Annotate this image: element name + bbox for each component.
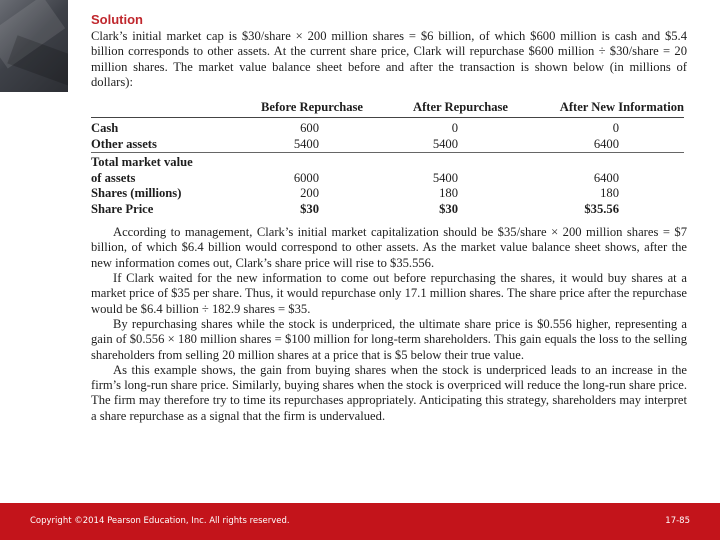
table-cell: 6400 [593,170,619,185]
table-cell: 0 [451,121,458,136]
row-label: Shares (millions) [91,186,182,201]
row-label: Other assets [91,137,231,153]
table-cell: $30 [300,201,319,216]
table-row [91,137,684,153]
row-label-line: of assets [91,170,136,185]
graphic-facet [7,35,68,91]
table-cell: 6400 [508,137,684,153]
body-paragraph: By repurchasing shares while the stock is underpriced, the ultimate share price is $0.556 higher, representing a gain of $0.556 × 180 million shares = $100 million for long-term shareholders. This gain equals the loss to the selling shareholders from selling 20 million shares at a price that is $5 below their true value. [91,316,687,362]
row-label [91,153,231,187]
table-cell: $35.56 [584,201,619,216]
table-cell: 180 [439,186,458,201]
table-cell: $30 [439,201,458,216]
body-paragraph: According to management, Clark’s initial market capitalization should be $35/share × 200 million shares = $7 billion, of which $6.4 billion would correspond to other assets. As the market value balance sheet shows, after the new information comes out, Clark’s share price will rise to $35.556. [91,225,687,270]
table-header-cell: After New Information [508,100,684,118]
table-cell: 200 [300,186,319,201]
table-header-cell [91,100,231,118]
copyright-notice: Copyright ©2014 Pearson Education, Inc. All rights reserved. [30,516,290,526]
table-header-cell: Before Repurchase [231,100,363,118]
row-label: Cash [91,121,119,136]
slide-content [91,12,687,424]
body-paragraph: As this example shows, the gain from buying shares when the stock is underpriced leads to an increase in the firm’s long-run share price. Similarly, buying shares when the stock is overpriced will reduce the long-run share price. The firm may therefore try to time its repurchases appropriately. Anticipating this strategy, shareholders may interpret a share repurchase as a signal that the firm is undervalued. [91,362,687,423]
table-cell: 5400 [363,137,508,153]
table-row [91,153,684,187]
intro-paragraph: Clark’s initial market cap is $30/share × 200 million shares = $6 billion, of which $600 million is cash and $5.4 billion corresponds to other assets. At the current share price, Clark will repurchase $600 million ÷ $30/share = 20 million shares. The market value balance sheet before and after the transaction is shown below (in millions of dollars): [91,29,687,89]
decorative-corner-graphic [0,0,68,92]
row-label-line: Total market value [91,155,193,170]
table-cell: 180 [600,186,619,201]
table-row [91,186,684,202]
table-row [91,202,684,218]
table-header-cell: After Repurchase [363,100,508,118]
table-cell: 5400 [231,137,363,153]
solution-heading: Solution [91,12,143,27]
table-cell: 6000 [293,170,319,185]
footer-bar [0,503,720,540]
table-cell: 600 [300,121,319,136]
table-cell: 0 [612,121,619,136]
table-row [91,118,684,137]
slide-number: 17-85 [665,516,690,526]
table-cell: 5400 [432,170,458,185]
row-label: Share Price [91,201,154,216]
balance-sheet-table [91,100,684,217]
body-paragraph: If Clark waited for the new information to come out before repurchasing the shares, it would buy shares at a market price of $35 per share. Thus, it would repurchase only 17.1 million shares. The share price after the repurchase would be $6.4 billion ÷ 182.9 shares = $35. [91,271,687,316]
table-header-row [91,100,684,118]
